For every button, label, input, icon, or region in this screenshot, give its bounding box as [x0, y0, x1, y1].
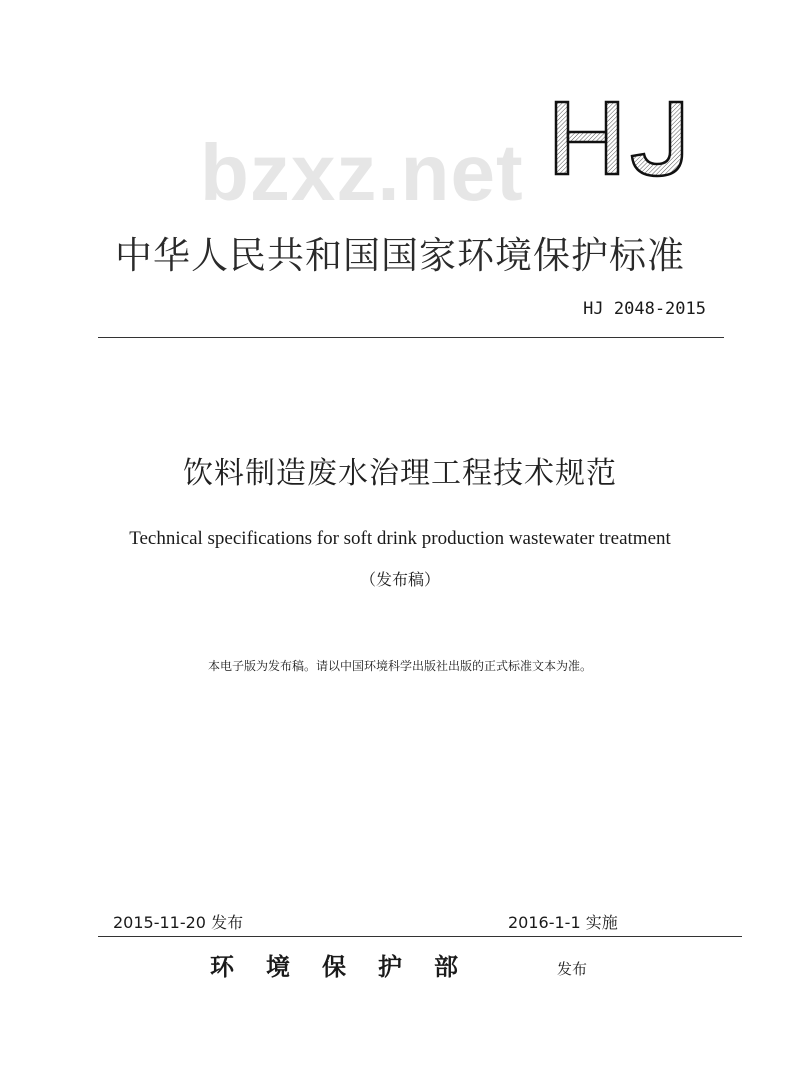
document-title-cn: 饮料制造废水治理工程技术规范 [183, 456, 617, 491]
standard-number: HJ 2048-2015 [583, 299, 706, 319]
issuing-authority: 环境保护部 [210, 953, 490, 981]
document-title-en: Technical specifications for soft drink production wastewater treatment [129, 528, 671, 549]
issuer-suffix: 发布 [557, 960, 588, 978]
draft-label: （发布稿） [359, 570, 440, 589]
effective-date: 2016-1-1 实施 [508, 913, 618, 932]
issue-date: 2015-11-20 发布 [113, 913, 244, 932]
header-divider [98, 337, 724, 338]
standard-series-title: 中华人民共和国国家环境保护标准 [115, 234, 685, 277]
watermark-text: bzxz.net [200, 128, 524, 217]
hj-logo [552, 96, 692, 180]
edition-notice: 本电子版为发布稿。请以中国环境科学出版社出版的正式标准文本为准。 [207, 659, 592, 673]
footer-divider [98, 936, 742, 937]
